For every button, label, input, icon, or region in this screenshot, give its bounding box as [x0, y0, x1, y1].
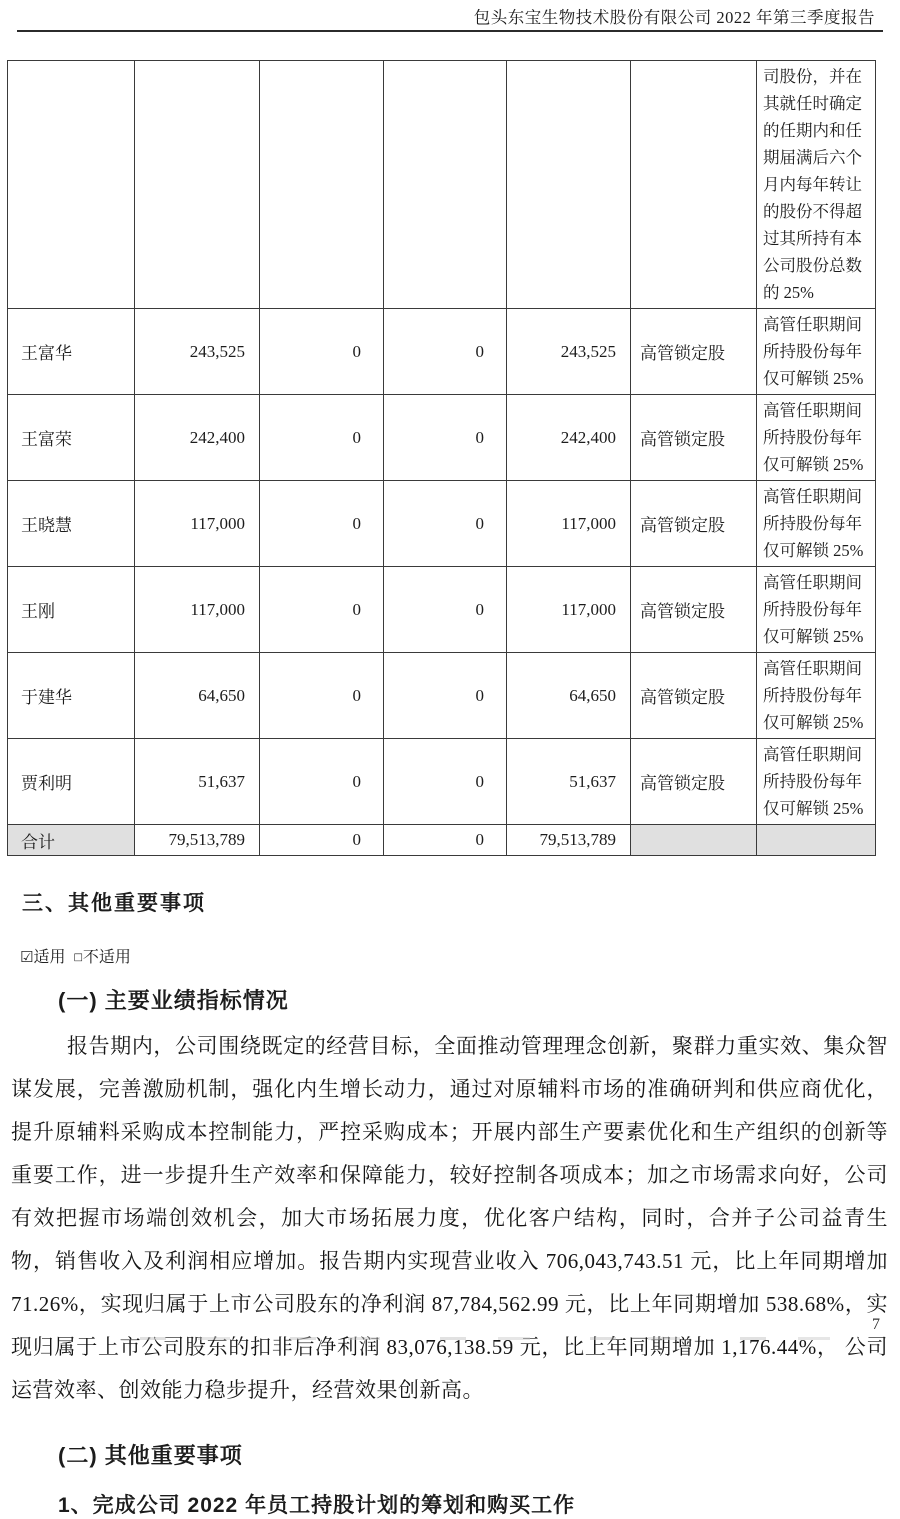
- not-applicable-label: 不适用: [82, 949, 131, 966]
- cell-shares-begin: 242,400: [135, 395, 260, 481]
- cell-lock-type: 高管锁定股: [631, 309, 757, 395]
- cell-shares-reduced: 0: [384, 481, 507, 567]
- cell-lock-note: 高管任职期间所持股份每年仅可解锁 25%: [757, 309, 876, 395]
- cell-shares-end: 64,650: [507, 653, 631, 739]
- cell-shares-end: 117,000: [507, 481, 631, 567]
- cell-shares-added: 0: [260, 309, 384, 395]
- cell-lock-note: 高管任职期间所持股份每年仅可解锁 25%: [757, 739, 876, 825]
- table-total-row: [8, 825, 876, 856]
- cell-shares-begin: 64,650: [135, 653, 260, 739]
- cell-total-note-empty: [757, 825, 876, 856]
- cell-lock-note: 高管任职期间所持股份每年仅可解锁 25%: [757, 481, 876, 567]
- applicable-label: 适用: [33, 949, 66, 966]
- cell-name: 于建华: [8, 653, 135, 739]
- cell-lock-type: 高管锁定股: [631, 567, 757, 653]
- cell-lock-type: 高管锁定股: [631, 395, 757, 481]
- table-row-continuation: [8, 61, 876, 309]
- cell-shares-added: 0: [260, 653, 384, 739]
- section-heading-other-matters: 三、其他重要事项: [22, 892, 206, 915]
- kpi-paragraph: 报告期内，公司围绕既定的经营目标，全面推动管理理念创新，聚群力重实效、集众智谋发展，完善激励机制，强化内生增长动力，通过对原辅料市场的准确研判和供应商优化，提升原辅料采购成本控制能力，严控采购成本；开展内部生产要素优化和生产组织的创新等重要工作，进一步提升生产效率和保障能力，较好控制各项成本；加之市场需求向好，公司有效把握市场端创效机会，加大市场拓展力度，优化客户结构，同时，合并子公司益青生物，销售收入及利润相应增加。报告期内实现营业收入 706,043,743.51 元，比上年同期增加 71.26%，实现归属于上市公司股东的净利润 87,784,562.99 元，比上年同期增加 538.68%，实现归属于上市公司股东的扣非后净利润 83,076,138.59 元，比上年同期增加 1,176.44%， 公司运营效率、创效能力稳步提升，经营效果创新高。: [11, 1034, 888, 1402]
- subsection-heading-other-important: (二) 其他重要事项: [58, 1443, 243, 1468]
- cell-shares-end: 242,400: [507, 395, 631, 481]
- cell-shares-begin: 117,000: [135, 481, 260, 567]
- cell-shares-reduced: 0: [384, 395, 507, 481]
- cell-lock-type: 高管锁定股: [631, 481, 757, 567]
- cell-lock-type: 高管锁定股: [631, 653, 757, 739]
- cell-name: 王刚: [8, 567, 135, 653]
- cell-locktype-empty: [631, 61, 757, 309]
- cell-lock-type: 高管锁定股: [631, 739, 757, 825]
- applicability-line: [20, 944, 900, 967]
- cell-name: 贾利明: [8, 739, 135, 825]
- cell-lock-note: 高管任职期间所持股份每年仅可解锁 25%: [757, 395, 876, 481]
- cell-total-reduced: 0: [384, 825, 507, 856]
- cell-total-label: 合计: [8, 825, 135, 856]
- cell-shares-begin: 243,525: [135, 309, 260, 395]
- cell-name: 王富荣: [8, 395, 135, 481]
- cell-total-added: 0: [260, 825, 384, 856]
- cell-shares-added: 0: [260, 481, 384, 567]
- cell-shares-begin: 117,000: [135, 567, 260, 653]
- page-header-title: 包头东宝生物技术股份有限公司 2022 年第三季度报告: [17, 0, 883, 32]
- table-row: [8, 395, 876, 481]
- cell-end-empty: [507, 61, 631, 309]
- checkbox-unchecked-icon[interactable]: □: [73, 952, 83, 963]
- table-row: [8, 653, 876, 739]
- cell-name: 王晓慧: [8, 481, 135, 567]
- cell-total-end: 79,513,789: [507, 825, 631, 856]
- cell-shares-reduced: 0: [384, 567, 507, 653]
- cell-name: 王富华: [8, 309, 135, 395]
- table-row: [8, 739, 876, 825]
- cell-added-empty: [260, 61, 384, 309]
- cell-shares-added: 0: [260, 567, 384, 653]
- subsection-heading-kpi: (一) 主要业绩指标情况: [58, 988, 289, 1013]
- item-heading-esop: 1、完成公司 2022 年员工持股计划的筹划和购买工作: [58, 1494, 576, 1517]
- cell-shares-begin: 51,637: [135, 739, 260, 825]
- table-row: [8, 567, 876, 653]
- table-row: [8, 481, 876, 567]
- cell-shares-reduced: 0: [384, 309, 507, 395]
- locked-shares-table: [7, 60, 876, 856]
- cell-begin-empty: [135, 61, 260, 309]
- cell-total-begin: 79,513,789: [135, 825, 260, 856]
- table-row: [8, 309, 876, 395]
- cell-note-continuation: 司股份，并在其就任时确定的任期内和任期届满后六个月内每年转让的股份不得超过其所持有本公司股份总数的 25%: [757, 61, 876, 309]
- cell-total-locktype-empty: [631, 825, 757, 856]
- checkbox-checked-icon[interactable]: ☑: [20, 948, 34, 966]
- cell-lock-note: 高管任职期间所持股份每年仅可解锁 25%: [757, 653, 876, 739]
- cell-lock-note: 高管任职期间所持股份每年仅可解锁 25%: [757, 567, 876, 653]
- cell-name-empty: [8, 61, 135, 309]
- cell-shares-reduced: 0: [384, 739, 507, 825]
- cell-shares-end: 117,000: [507, 567, 631, 653]
- cell-shares-added: 0: [260, 739, 384, 825]
- cell-shares-end: 51,637: [507, 739, 631, 825]
- cell-shares-added: 0: [260, 395, 384, 481]
- cell-reduced-empty: [384, 61, 507, 309]
- cell-shares-end: 243,525: [507, 309, 631, 395]
- cell-shares-reduced: 0: [384, 653, 507, 739]
- page-number: 7: [872, 1316, 880, 1333]
